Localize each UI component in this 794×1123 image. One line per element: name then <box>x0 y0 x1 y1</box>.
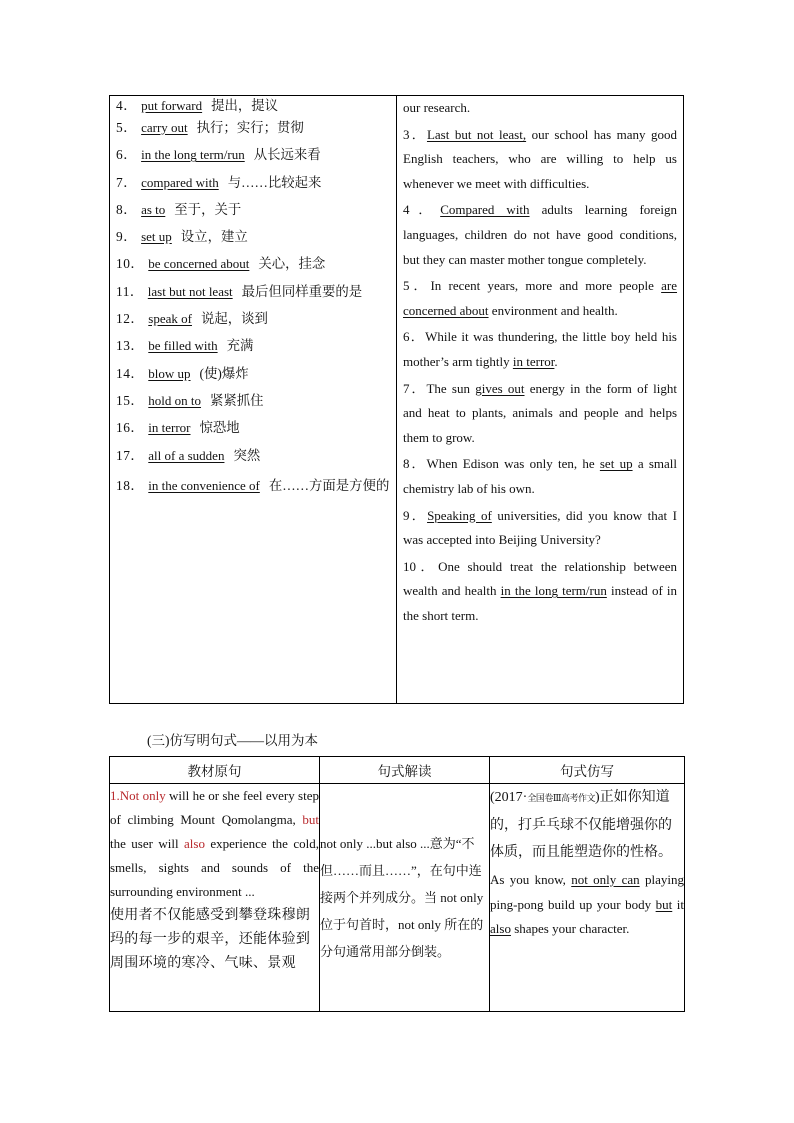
phrase-item: 6． in the long term/run 从长远来看 <box>116 147 321 163</box>
phrase-item: 5． carry out 执行；实行；贯彻 <box>116 120 304 135</box>
section-heading: (三)仿写明句式——以用为本 <box>147 733 318 748</box>
imitation-cell: (2017·全国卷Ⅲ高考作文)正如你知道的，打乒乓球不仅能增强你的体质，而且能塑造你的性格。 As you know, not only can playing ping-pong build up your body but it also shapes your character. <box>490 784 685 1012</box>
sentence-item: 3．Last but not least, our school has many good English teachers, who are willing to help us whenever we meet with difficulties. <box>403 126 677 191</box>
phrase-item: 18． in the convenience of 在……方面是方便的 <box>116 477 390 493</box>
explain-cell: not only ...but also ...意为“不但……而且……”，在句中连接两个并列成分。当 not only 位于句首时，not only 所在的分句通常用部分倒装。 <box>320 784 490 1012</box>
phrase-item: 14． blow up (使)爆炸 <box>116 365 249 381</box>
phrase-item: 8． as to 至于，关于 <box>116 201 242 217</box>
table-header-row <box>110 757 685 784</box>
phrase-item: 10． be concerned about 关心，挂念 <box>116 256 326 272</box>
phrase-item: 12． speak of 说起，谈到 <box>116 311 268 327</box>
header-original: 教材原句 <box>110 757 320 784</box>
sentence-item: 7．The sun gives out energy in the form of light and heat to plants, animals and people and helps them to grow. <box>403 380 677 445</box>
sentence-item: 8．When Edison was only ten, he set up a small chemistry lab of his own. <box>403 456 678 496</box>
sentence-item: our research. <box>403 100 471 115</box>
sentence-pattern-table <box>109 756 685 1012</box>
sentence-item: 4．Compared with adults learning foreign languages, children do not have good conditions, but they can master mother tongue completely. <box>403 202 677 267</box>
original-translation: 使用者不仅能感受到攀登珠穆朗玛的每一步的艰辛，还能体验到周围环境的寒冷、气味、景观 <box>110 908 311 971</box>
table-row <box>110 784 685 1012</box>
sentence-item: 5．In recent years, more and more people are concerned about environment and health. <box>403 278 678 318</box>
sentence-item: 6．While it was thundering, the little boy held his mother’s arm tightly in terror. <box>403 329 677 369</box>
sentence-item: 10．One should treat the relationship between wealth and health in the long term/run instead of in the short term. <box>403 558 678 623</box>
phrase-item: 15． hold on to 紧紧抓住 <box>116 392 264 408</box>
phrase-list <box>110 96 397 703</box>
phrase-item: 9． set up 设立，建立 <box>116 229 248 245</box>
phrase-item: 17． all of a sudden 突然 <box>116 447 261 463</box>
phrase-item: 7． compared with 与……比较起来 <box>116 174 322 190</box>
sentence-item: 9．Speaking of universities, did you know that I was accepted into Beijing University? <box>403 507 677 548</box>
phrase-item: 11． last but not least 最后但同样重要的是 <box>116 283 363 299</box>
phrase-item: 16． in terror 惊恐地 <box>116 420 240 436</box>
sentence-list <box>397 96 683 703</box>
phrase-item: 13． be filled with 充满 <box>116 338 254 354</box>
header-imitation: 句式仿写 <box>490 757 685 784</box>
header-explain: 句式解读 <box>320 757 490 784</box>
phrase-exercise-table <box>109 95 684 704</box>
phrase-item: 4． put forward 提出，提议 <box>116 98 279 113</box>
original-sentence-cell: 1.Not only will he or she feel every step of climbing Mount Qomolangma, but the user will also experience the cold, smells, sights and sounds of the surrounding environment ... 使用者不仅能感受到攀登珠穆朗玛的每一步的艰辛，还能体验到周围环境的寒冷、气味、景观 <box>110 784 320 1012</box>
